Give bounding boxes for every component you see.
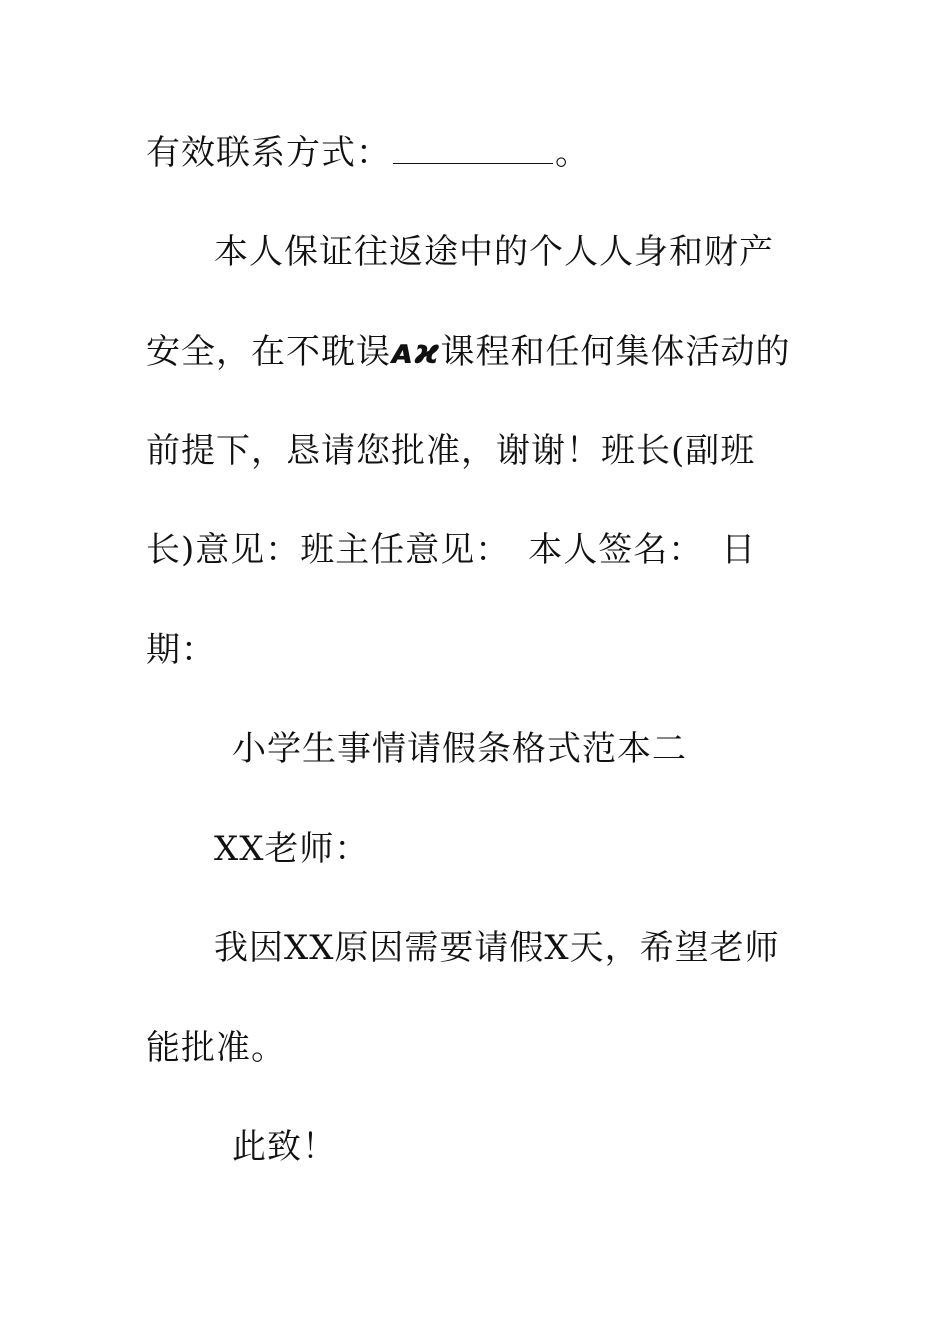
contact-period: 。 xyxy=(555,133,590,173)
closing: 此致！ xyxy=(232,1127,337,1167)
guarantee-line-4: 长)意见：班主任意见： 本人签名： 日 xyxy=(146,530,757,570)
guarantee-line-2b: 课程和任何集体活动的 xyxy=(440,332,791,372)
section-title: 小学生事情请假条格式范本二 xyxy=(232,729,687,769)
guarantee-line-3: 前提下，恳请您批准，谢谢！班长(副班 xyxy=(146,431,756,471)
guarantee-line-1: 本人保证往返途中的个人人身和财产 xyxy=(214,232,774,272)
guarantee-line-2a: 安全，在不耽误 xyxy=(146,332,391,372)
contact-blank xyxy=(393,135,553,164)
body-line-2: 能批准。 xyxy=(146,1028,286,1068)
contact-label: 有效联系方式： xyxy=(146,133,391,173)
guarantee-line-5: 期： xyxy=(146,630,216,670)
body-line-1: 我因XX原因需要请假X天，希望老师 xyxy=(214,928,780,968)
garbled-glyph: ᴀϰ xyxy=(391,332,441,372)
contact-line xyxy=(146,133,590,173)
guarantee-line-2 xyxy=(146,332,790,372)
salutation: XX老师： xyxy=(214,829,370,869)
